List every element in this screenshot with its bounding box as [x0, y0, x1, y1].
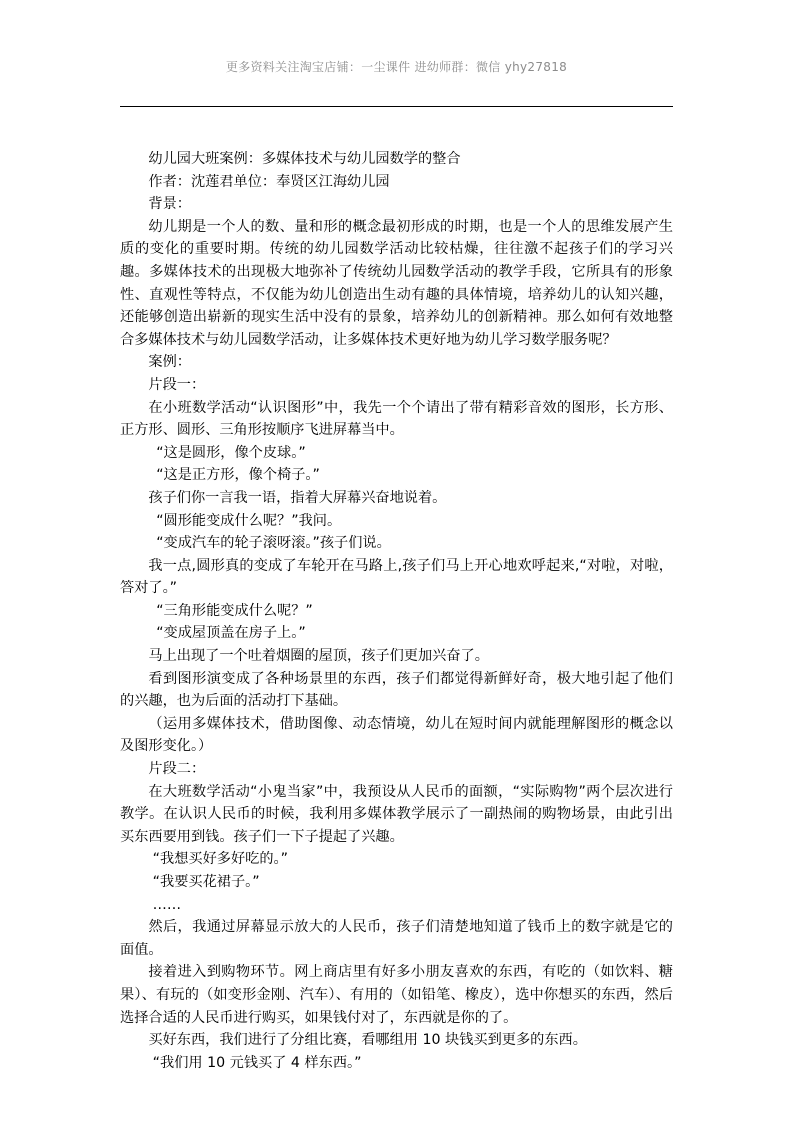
dialogue-line: “我们用 10 元钱买了 4 样东西。”	[152, 1054, 362, 1071]
ellipsis-line: ……	[152, 896, 182, 913]
section-heading-case: 案例：	[148, 354, 191, 371]
paragraph: 然后，我通过屏幕显示放大的人民币，孩子们清楚地知道了钱币上的数字就是它的面值。	[120, 919, 673, 958]
annotation-paragraph: （运用多媒体技术，借助图像、动态情境，幼儿在短时间内就能理解图形的概念以及图形变化。）	[120, 715, 673, 755]
paragraph: 在大班数学活动“小鬼当家”中，我预设从人民币的面额，“实际购物”两个层次进行教学。在认识人民币的时候，我利用多媒体教学展示了一副热闹的购物场景，由此引出买东西要用到钱。孩子们一下子提起了兴趣。	[120, 783, 673, 845]
paragraph: 看到图形演变成了各种场景里的东西，孩子们都觉得新鲜好奇，极大地引起了他们的兴趣，也为后面的活动打下基础。	[120, 670, 673, 710]
dialogue-line: “这是正方形，像个椅子。”	[156, 467, 320, 484]
paragraph: 我一点,圆形真的变成了车轮开在马路上,孩子们马上开心地欢呼起来,“对啦，对啦，答对了。”	[120, 557, 673, 597]
segment-heading-one: 片段一：	[148, 376, 206, 393]
dialogue-line: “我想买好多好吃的。”	[152, 851, 288, 868]
header-divider	[120, 106, 673, 107]
paragraph: 在小班数学活动“认识图形”中，我先一个个请出了带有精彩音效的图形，长方形、正方形、圆形、三角形按顺序飞进屏幕当中。	[120, 399, 673, 439]
dialogue-line: “我要买花裙子。”	[152, 874, 260, 890]
document-title: 幼儿园大班案例：多媒体技术与幼儿园数学的整合	[148, 151, 461, 167]
dialogue-line: “变成屋顶盖在房子上。”	[156, 625, 306, 642]
segment-heading-two: 片段二：	[148, 761, 206, 778]
paragraph: 马上出现了一个吐着烟圈的屋顶，孩子们更加兴奋了。	[148, 648, 489, 665]
section-heading-background: 背景：	[148, 196, 191, 213]
dialogue-line: “变成汽车的轮子滚呀滚。”孩子们说。	[156, 535, 391, 552]
document-body	[120, 148, 673, 1074]
paragraph: 买好东西，我们进行了分组比赛，看哪组用 10 块钱买到更多的东西。	[148, 1032, 587, 1049]
author-line: 作者：沈莲君单位：奉贤区江海幼儿园	[148, 173, 390, 190]
page-header: 更多资料关注淘宝店铺：一尘课件 进幼师群：微信 yhy27818	[225, 60, 568, 74]
paragraph: 接着进入到购物环节。网上商店里有好多小朋友喜欢的东西，有吃的（如饮料、糖果）、有玩的（如变形金刚、汽车）、有用的（如铅笔、橡皮），选中你想买的东西，然后选择合适的人民币进行购买，如果钱付对了，东西就是你的了。	[120, 964, 673, 1026]
dialogue-line: “三角形能变成什么呢？”	[156, 602, 313, 619]
paragraph: 幼儿期是一个人的数、量和形的概念最初形成的时期，也是一个人的思维发展产生质的变化的重要时期。传统的幼儿园数学活动比较枯燥，往往激不起孩子们的学习兴趣。多媒体技术的出现极大地弥补了传统幼儿园数学活动的教学手段，它所具有的形象性、直观性等特点，不仅能为幼儿创造出生动有趣的具体情境，培养幼儿的认知兴趣，还能够创造出崭新的现实生活中没有的景象，培养幼儿的创新精神。那么如何有效地整合多媒体技术与幼儿园数学活动，让多媒体技术更好地为幼儿学习数学服务呢？	[120, 218, 673, 348]
dialogue-line: “圆形能变成什么呢？”我问。	[156, 512, 342, 529]
paragraph: 孩子们你一言我一语，指着大屏幕兴奋地说着。	[148, 489, 447, 506]
dialogue-line: “这是圆形，像个皮球。”	[156, 444, 306, 461]
